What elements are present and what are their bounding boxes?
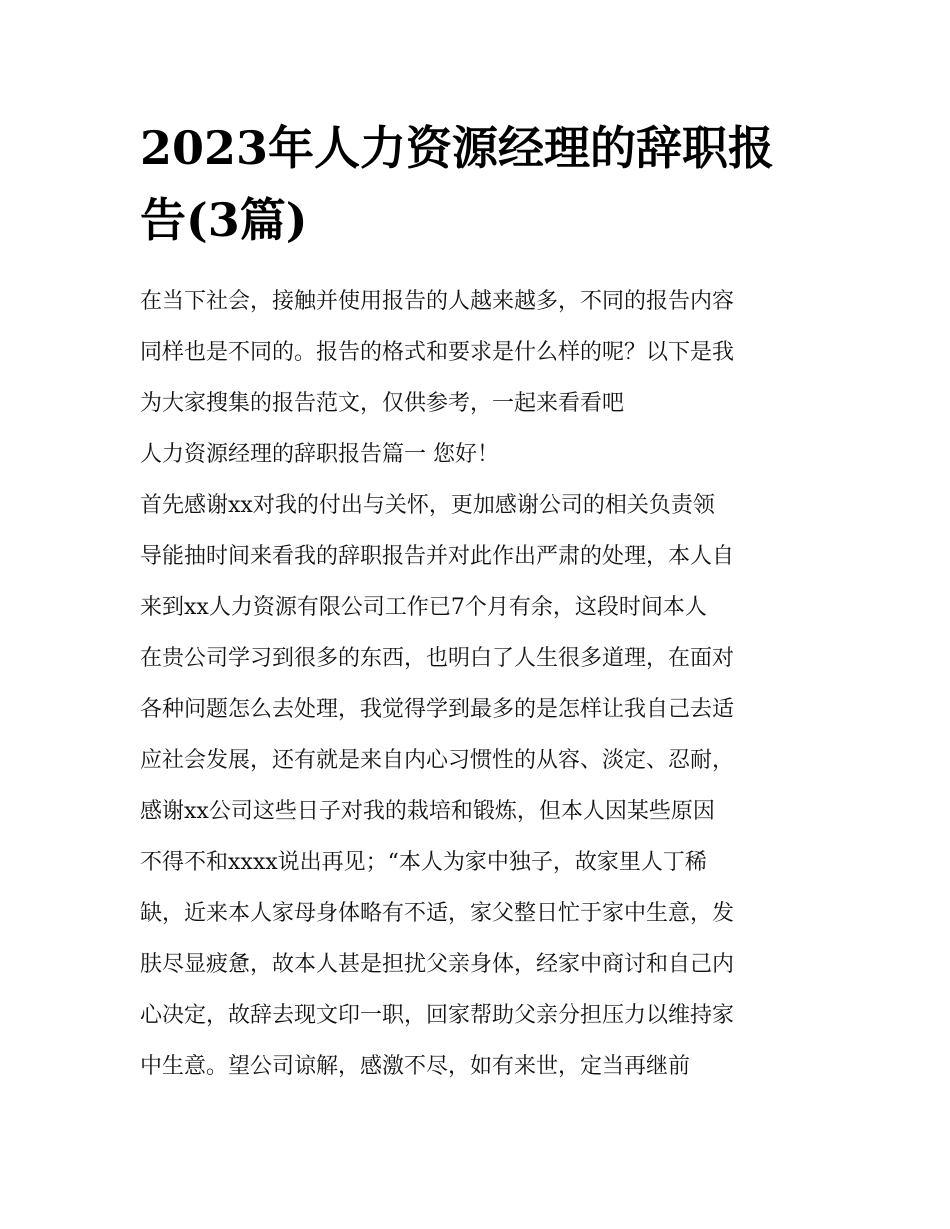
body-line: 不得不和xxxx说出再见；“本人为家中独子，故家里人丁稀	[140, 850, 707, 875]
body-line: 导能抽时间来看我的辞职报告并对此作出严肃的处理，本人自	[140, 544, 735, 569]
body-line: 心决定，故辞去现文印一职，回家帮助父亲分担压力以维持家	[140, 1003, 735, 1028]
body-line: 肤尽显疲惫，故本人甚是担扰父亲身体，经家中商讨和自己内	[140, 952, 735, 977]
document-body	[140, 276, 820, 1092]
title-line: 告(3篇)	[140, 193, 308, 247]
body-line: 各种问题怎么去处理，我觉得学到最多的是怎样让我自己去适	[140, 697, 735, 722]
body-line: 首先感谢xx对我的付出与关怀，更加感谢公司的相关负责领	[140, 493, 715, 518]
document-title	[140, 112, 820, 256]
body-line: 感谢xx公司这些日子对我的栽培和锻炼，但本人因某些原因	[140, 799, 715, 824]
body-line: 人力资源经理的辞职报告篇一 您好！	[140, 442, 499, 467]
body-line: 在贵公司学习到很多的东西，也明白了人生很多道理，在面对	[140, 646, 735, 671]
body-line: 同样也是不同的。报告的格式和要求是什么样的呢？以下是我	[140, 340, 735, 365]
body-line: 中生意。望公司谅解，感激不尽，如有来世，定当再继前	[140, 1054, 691, 1079]
body-line: 来到xx人力资源有限公司工作已7个月有余，这段时间本人	[140, 595, 707, 620]
body-line: 缺，近来本人家母身体略有不适，家父整日忙于家中生意，发	[140, 901, 735, 926]
body-line: 在当下社会，接触并使用报告的人越来越多，不同的报告内容	[140, 289, 735, 314]
body-line: 应社会发展，还有就是来自内心习惯性的从容、淡定、忍耐，	[140, 748, 735, 773]
title-line: 2023年人力资源经理的辞职报	[140, 121, 775, 175]
body-line: 为大家搜集的报告范文，仅供参考，一起来看看吧	[140, 391, 625, 416]
